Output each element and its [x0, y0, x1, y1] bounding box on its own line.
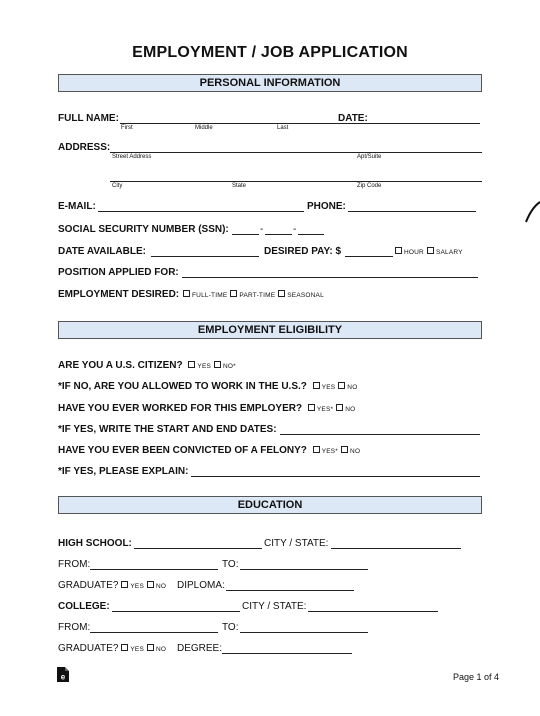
citizen-no-checkbox[interactable]: [214, 361, 221, 368]
high-school-from-label: FROM:: [58, 559, 91, 570]
seasonal-checkbox[interactable]: [278, 290, 285, 297]
date-available-label: DATE AVAILABLE:: [58, 246, 146, 257]
first-sublabel: First: [121, 125, 133, 131]
date-field[interactable]: [370, 123, 480, 124]
felony-row: [58, 444, 360, 458]
allowed-no-checkbox[interactable]: [338, 382, 345, 389]
college-field[interactable]: [112, 611, 240, 612]
college-graduate-row: [58, 642, 482, 656]
college-to-label: TO:: [222, 622, 239, 633]
email-label: E-MAIL:: [58, 201, 96, 212]
allowed-yes-checkbox[interactable]: [313, 382, 320, 389]
diploma-field[interactable]: [226, 590, 354, 591]
hs-graduate-yes-checkbox[interactable]: [121, 581, 128, 588]
hs-graduate-no-label: NO: [156, 583, 167, 590]
degree-label: DEGREE:: [177, 643, 223, 654]
email-field[interactable]: [98, 211, 304, 212]
allowed-row: [58, 380, 357, 394]
high-school-city-state-label: CITY / STATE:: [264, 538, 329, 549]
felony-yes-checkbox[interactable]: [313, 446, 320, 453]
felony-no-label: NO: [350, 448, 361, 455]
worked-question: HAVE YOU EVER WORKED FOR THIS EMPLOYER?: [58, 403, 303, 414]
edge-curl-mark: [520, 200, 540, 226]
page-number: Page 1 of 4: [452, 672, 499, 682]
college-dates-row: [58, 621, 482, 635]
worked-no-checkbox[interactable]: [336, 404, 343, 411]
allowed-no-label: NO: [347, 384, 358, 391]
position-label: POSITION APPLIED FOR:: [58, 267, 179, 278]
apt-sublabel: Apt/Suite: [357, 154, 382, 160]
worked-yes-checkbox[interactable]: [308, 404, 315, 411]
dates-question: *IF YES, WRITE THE START AND END DATES:: [58, 424, 277, 435]
citizen-yes-label: YES: [197, 363, 212, 370]
address-label: ADDRESS:: [58, 142, 111, 153]
ssn-label: SOCIAL SECURITY NUMBER (SSN):: [58, 224, 229, 235]
college-graduate-no-label: NO: [156, 646, 167, 653]
diploma-label: DIPLOMA:: [177, 580, 225, 591]
full-time-label: FULL-TIME: [192, 292, 228, 299]
address-row: [58, 141, 482, 160]
hs-graduate-yes-label: YES: [130, 583, 144, 590]
high-school-dates-row: [58, 558, 482, 572]
phone-label: PHONE:: [307, 201, 346, 212]
college-graduate-label: GRADUATE?: [58, 643, 119, 654]
citizen-yes-checkbox[interactable]: [188, 361, 195, 368]
worked-row: [58, 402, 355, 416]
allowed-question: *IF NO, ARE YOU ALLOWED TO WORK IN THE U.S.?: [58, 381, 307, 392]
svg-text:e: e: [60, 672, 66, 682]
explain-field[interactable]: [191, 476, 480, 477]
employment-desired-row: [58, 288, 482, 302]
allowed-yes-label: YES: [321, 384, 336, 391]
citizen-no-label: NO*: [223, 363, 236, 370]
felony-yes-label: YES*: [321, 448, 339, 455]
part-time-checkbox[interactable]: [230, 290, 237, 297]
high-school-row: [58, 537, 482, 551]
dates-field[interactable]: [280, 434, 480, 435]
full-time-checkbox[interactable]: [183, 290, 190, 297]
section-header-education: EDUCATION: [58, 496, 482, 514]
college-from-label: FROM:: [58, 622, 91, 633]
section-header-personal: PERSONAL INFORMATION: [58, 74, 482, 92]
ssn-row: SOCIAL SECURITY NUMBER (SSN): - -: [58, 223, 482, 237]
date-label: DATE:: [338, 113, 368, 124]
city-state-zip-field[interactable]: [110, 181, 482, 182]
worked-no-label: NO: [345, 406, 356, 413]
ssn-part1-field[interactable]: [232, 234, 259, 235]
college-label: COLLEGE:: [58, 601, 110, 612]
hour-label: HOUR: [404, 249, 424, 256]
high-school-to-label: TO:: [222, 559, 239, 570]
salary-checkbox[interactable]: [427, 247, 434, 254]
citizen-row: [58, 359, 236, 373]
last-sublabel: Last: [277, 125, 289, 131]
college-city-state-label: CITY / STATE:: [242, 601, 307, 612]
citizen-question: ARE YOU A U.S. CITIZEN?: [58, 360, 183, 371]
full-name-label: FULL NAME:: [58, 113, 119, 124]
high-school-graduate-row: [58, 579, 482, 593]
college-graduate-yes-checkbox[interactable]: [121, 644, 128, 651]
college-graduate-no-checkbox[interactable]: [147, 644, 154, 651]
desired-pay-field[interactable]: [345, 256, 393, 257]
hs-graduate-no-checkbox[interactable]: [147, 581, 154, 588]
date-available-field[interactable]: [151, 256, 259, 257]
college-from-field[interactable]: [90, 632, 218, 633]
full-name-row: [58, 112, 482, 131]
phone-field[interactable]: [348, 211, 476, 212]
college-graduate-yes-label: YES: [130, 646, 144, 653]
explain-question: *IF YES, PLEASE EXPLAIN:: [58, 466, 189, 477]
middle-sublabel: Middle: [195, 125, 213, 131]
position-row: [58, 266, 482, 280]
felony-no-checkbox[interactable]: [341, 446, 348, 453]
high-school-from-field[interactable]: [90, 569, 218, 570]
explain-row: [58, 465, 482, 479]
worked-yes-label: YES*: [316, 406, 334, 413]
salary-label: SALARY: [435, 249, 463, 256]
ssn-part3-field[interactable]: [298, 234, 324, 235]
degree-field[interactable]: [222, 653, 352, 654]
college-row: [58, 600, 482, 614]
zip-sublabel: Zip Code: [357, 183, 382, 189]
street-field[interactable]: [110, 152, 482, 153]
email-phone-row: [58, 200, 482, 214]
felony-question: HAVE YOU EVER BEEN CONVICTED OF A FELONY?: [58, 445, 307, 456]
college-to-field[interactable]: [240, 632, 368, 633]
desired-pay-label: DESIRED PAY: $: [264, 246, 342, 257]
part-time-label: PART-TIME: [239, 292, 276, 299]
document-logo-icon: [57, 667, 69, 682]
seasonal-label: SEASONAL: [287, 292, 324, 299]
dates-row: [58, 423, 482, 437]
high-school-city-state-field[interactable]: [331, 548, 461, 549]
employment-desired-label: EMPLOYMENT DESIRED:: [58, 289, 180, 300]
high-school-field[interactable]: [134, 548, 262, 549]
address-row-2: [58, 170, 482, 189]
hs-graduate-label: GRADUATE?: [58, 580, 119, 591]
college-city-state-field[interactable]: [308, 611, 438, 612]
form-title: EMPLOYMENT / JOB APPLICATION: [132, 44, 408, 61]
hour-checkbox[interactable]: [395, 247, 402, 254]
city-sublabel: City: [112, 183, 123, 189]
state-sublabel: State: [232, 183, 247, 189]
position-field[interactable]: [182, 277, 478, 278]
street-sublabel: Street Address: [112, 154, 152, 160]
date-pay-row: [58, 245, 482, 259]
section-header-eligibility: EMPLOYMENT ELIGIBILITY: [58, 321, 482, 339]
high-school-label: HIGH SCHOOL:: [58, 538, 132, 549]
ssn-part2-field[interactable]: [265, 234, 292, 235]
high-school-to-field[interactable]: [240, 569, 368, 570]
